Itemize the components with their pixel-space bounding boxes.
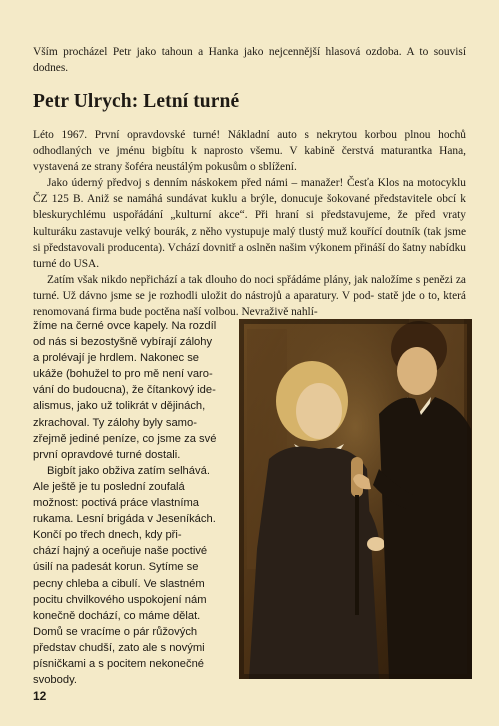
paragraph-3-continued (33, 318, 232, 463)
p3-line-2: s penězi za turné. Už dávno jsme se je rozhodli uložit do nástrojů a aparatury. V pod- (33, 273, 466, 302)
chapter-heading: Petr Ulrych: Letní turné (33, 91, 240, 112)
page-number: 12 (33, 689, 47, 703)
p3-line-1: Zatím však nikdo nepřichází a tak dlouho do noci spřádáme plány, jak naložíme (47, 273, 413, 286)
paragraph-4 (33, 463, 232, 688)
p4-line: svobody. (33, 674, 77, 687)
p3-side-line: ukáže (bohužel to pro mě není varo- (33, 368, 213, 381)
p3-line-3: statě jde o to, která renomovaná firma bude poctěna naší volbou. Nevraživě nahlí- (33, 289, 466, 319)
p3-side-line: vání do budoucna), že čítankový ide- (33, 384, 216, 397)
p3-side-line: alismus, jako už tolikrát v dějinách, (33, 400, 206, 413)
article-body-top (33, 127, 466, 320)
p3-side-line: od nás si bezostyšně vybírají zálohy (33, 336, 213, 349)
p3-side-line: první opravdové turné dostali. (33, 448, 181, 461)
photo-illustration (239, 319, 472, 679)
p4-line: Bigbít jako obživa zatím selhává. (47, 464, 210, 477)
p4-line: úsilí na padesát korun. Sytíme se (33, 561, 199, 574)
p4-line: možnost: poctivá práce vlastníma (33, 497, 200, 510)
p4-line: Končí po třech dnech, kdy při- (33, 529, 182, 542)
p4-line: pecny chleba a cibulí. Ve slastném (33, 577, 205, 590)
p4-line: Domů se vracíme o pár růžových (33, 625, 198, 638)
p4-line: rukama. Lesní brigáda v Jeseníkách. (33, 513, 216, 526)
p4-line: představ chudší, zato ale s novými (33, 641, 205, 654)
vintage-photo-singers (239, 319, 472, 679)
p3-side-line: a prolévají je hrdlem. Nakonec se (33, 352, 200, 365)
p4-line: konečně dochází, co máme dělat. (33, 609, 201, 622)
p3-side-line: žíme na černé ovce kapely. Na rozdíl (33, 320, 217, 332)
p4-line: chází hajný a oceňuje naše poctivé (33, 545, 208, 558)
p4-line: Ale ještě je tu poslední zoufalá (33, 480, 185, 493)
paragraph-2: Jako úderný předvoj s denním náskokem před námi – manažer! Česťa Klos na motocyklu ČZ 125 B. Aniž se namáhá sundávat kuklu a brýle, donucuje šokované představitele obcí k bleskurychlému uspořádání „kulturní akce“. Při hraní si představujeme, že před vraty kulturáku zastavuje velký bourák, z něho vystupuje malý tlustý muž kouřící doutník (tak jsme si představovali producenta). Vchází dovnitř a oslněn našim výkonem přináší do šatny nabídku turné do USA. (33, 177, 466, 270)
paragraph-3-start (33, 272, 466, 320)
paragraph-1: Léto 1967. První opravdovské turné! Nákladní auto s nekrytou korbou plnou hochů odhodlaných ve jménu bigbítu k naprosto všemu. V kabině čerstvá maturantka Hana, vystavená ze strany šoféra neustálým pokusům o sblížení. (33, 129, 466, 174)
article-body-side-column (33, 318, 232, 688)
intro-paragraph: Vším procházel Petr jako tahoun a Hanka jako nejcennější hlasová ozdoba. A to souvisí dodnes. (33, 46, 466, 75)
p4-line: písničkami a s pocitem nekonečné (33, 657, 205, 670)
p3-side-line: zřejmě jediné peníze, co jsme za své (33, 432, 217, 445)
p4-line: pocitu chvilkového uspokojení nám (33, 593, 207, 606)
p3-side-line: zkrachoval. Ty zálohy byly samo- (33, 416, 197, 429)
